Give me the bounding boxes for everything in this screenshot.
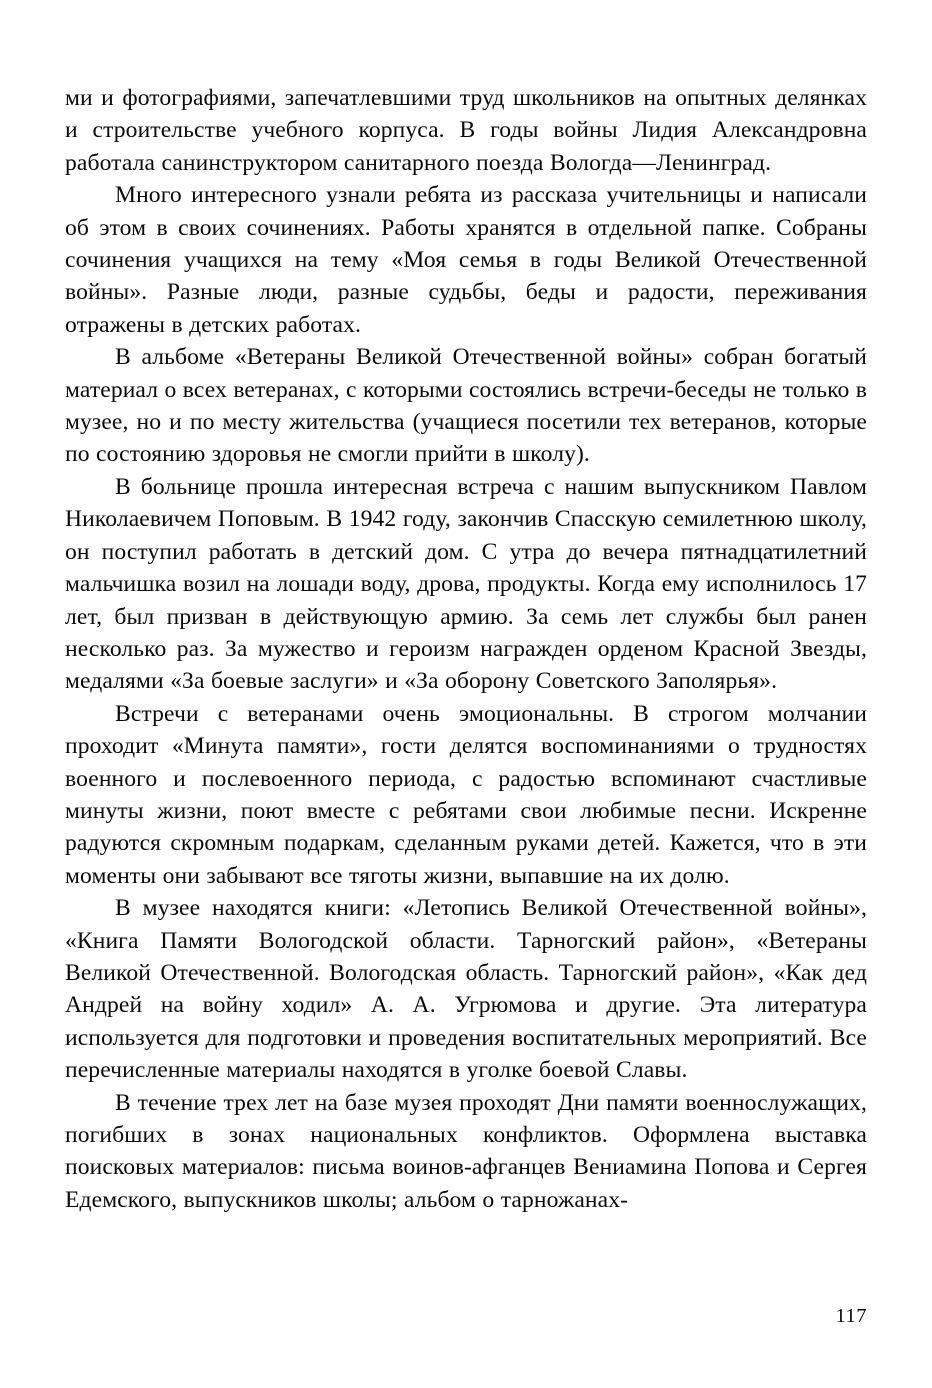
paragraph: В альбоме «Ветераны Великой Отечественной войны» собран богатый материал о всех ветеранах, с которыми состоялись встречи-беседы не только в музее, но и по месту жительства (учащиеся посетили тех ветеранов, которые по состоянию здоровья не смогли прийти в школу). — [65, 344, 867, 468]
paragraph: В течение трех лет на базе музея проходят Дни памяти военнослужащих, погибших в зонах национальных конфликтов. Оформлена выставка поисковых материалов: письма воинов-афганцев Вениамина Попова и Сергея Едемского, выпускников школы; альбом о тарножанах- — [65, 1089, 867, 1213]
page-number: 117 — [835, 1304, 867, 1327]
paragraph: В больнице прошла интересная встреча с нашим выпускником Павлом Николаевичем Поповым. В 1942 году, закончив Спасскую семилетнюю школу, он поступил работать в детский дом. С утра до вечера пятнадцатилетний мальчишка возил на лошади воду, дрова, продукты. Когда ему исполнилось 17 лет, был призван в действующую армию. За семь лет службы был ранен несколько раз. За мужество и героизм награжден орденом Красной Звезды, медалями «За боевые заслуги» и «За оборону Советского Заполярья». — [65, 473, 867, 695]
paragraph: Много интересного узнали ребята из рассказа учительницы и написали об этом в своих сочинениях. Работы хранятся в отдельной папке. Собраны сочинения учащихся на тему «Моя семья в годы Великой Отечественной войны». Разные люди, разные судьбы, беды и радости, переживания отражены в детских работах. — [65, 182, 867, 338]
paragraph: Встречи с ветеранами очень эмоциональны. В строгом молчании проходит «Минута памяти», гости делятся воспоминаниями о трудностях военного и послевоенного периода, с радостью вспоминают счастливые минуты жизни, поют вместе с ребятами свои любимые песни. Искренне радуются скромным подаркам, сделанным руками детей. Кажется, что в эти моменты они забывают все тяготы жизни, выпавшие на их долю. — [65, 700, 867, 889]
paragraph: В музее находятся книги: «Летопись Великой Отечественной войны», «Книга Памяти Вологодской области. Тарногский район», «Ветераны Великой Отечественной. Вологодская область. Тарногский район», «Как дед Андрей на войну ходил» А. А. Угрюмова и другие. Эта литература используется для подготовки и проведения воспитательных мероприятий. Все перечисленные материалы находятся в уголке боевой Славы. — [65, 895, 867, 1084]
paragraph-continuation: ми и фотографиями, запечатлевшими труд школьников на опытных делянках и строительстве учебного корпуса. В годы войны Лидия Александровна работала санинструктором санитарного поезда Вологда—Ленинград. — [65, 85, 867, 176]
body-text-column — [65, 82, 867, 1216]
